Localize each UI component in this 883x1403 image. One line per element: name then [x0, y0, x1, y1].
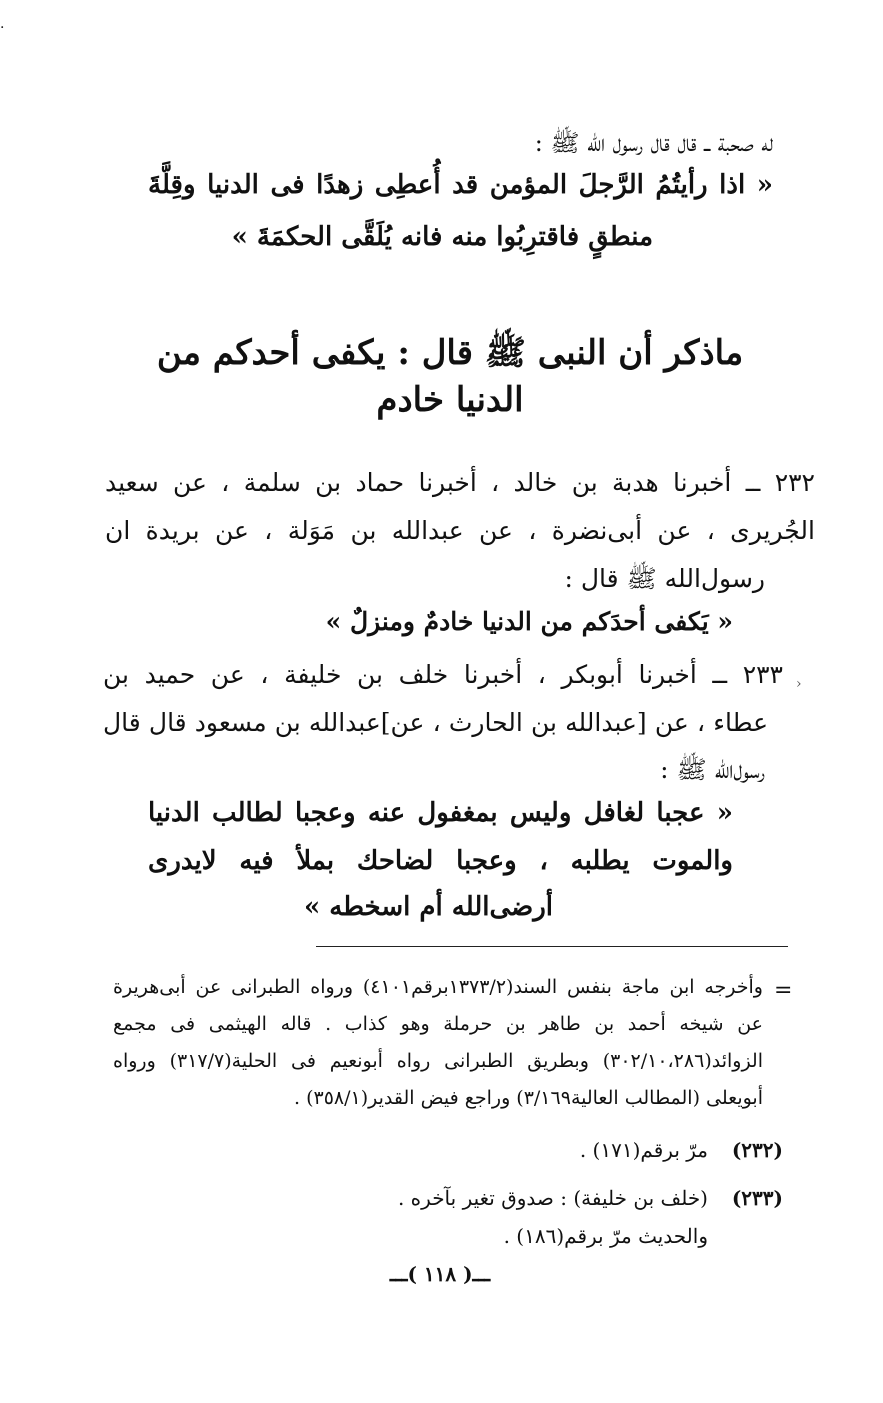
note-232-text: مرّ برقم(١٧١) .	[579, 1138, 708, 1162]
note-233-text-2: والحديث مرّ برقم(١٨٦) .	[503, 1224, 708, 1248]
footnote-line-2: عن شيخه أحمد بن طاهر بن حرملة وهو كذاب . قاله الهيثمى فى مجمع	[113, 1013, 763, 1035]
hadith-232-quote: « يَكفى أحدَكم من الدنيا خادمٌ ومنزلٌ »	[325, 607, 733, 636]
note-233-label: (٢٣٣)	[731, 1186, 783, 1210]
hadith-233-quote-line-2: والموت يطلبه ، وعجبا لضاحك بملأ فيه لايدرى	[148, 846, 733, 876]
hadith-233-line-1: ٢٣٣ ــ أخبرنا أبوبكر ، أخبرنا خلف بن خليفة ، عن حميد بن	[103, 660, 783, 689]
hadith-233-quote-line-1: « عجبا لغافل وليس بمغفول عنه وعجبا لطالب الدنيا	[148, 798, 733, 828]
footnote-line-1: وأخرجه ابن ماجة بنفس السند(١٣٧٣/٢برقم٤١٠١) ورواه الطبرانى عن أبى‌هريرة	[113, 976, 763, 998]
margin-mark: ›	[796, 676, 802, 692]
continuation-mark: =	[774, 978, 793, 1003]
footnote-line-3: الزوائد(٣٠٢/١٠،٢٨٦) وبطريق الطبرانى رواه أبونعيم فى الحلية(٣١٧/٧) ورواه	[113, 1050, 763, 1072]
hadith-232-line-3: رسول‌الله ﷺ قال :	[564, 564, 765, 593]
footnote-separator	[316, 946, 788, 947]
hadith-232-line-1: ٢٣٢ ــ أخبرنا هدبة بن خالد ، أخبرنا حماد بن سلمة ، عن سعيد	[105, 468, 815, 497]
chapter-title-line-2: الدنيا خادم	[376, 380, 524, 420]
quote-line-1: « اذا رأيتُمُ الرَّجلَ المؤمن قد أُعطِى زهدًا فى الدنيا وقِلَّةَ	[148, 170, 773, 200]
hadith-233-line-3: رسول‌الله ﷺ :	[660, 755, 765, 784]
scan-corner-mark: ·	[0, 20, 5, 36]
footnote-line-4: أبويعلى (المطالب العالية٣/١٦٩) وراجع فيض القدير(٣٥٨/١) .	[294, 1087, 763, 1109]
hadith-233-line-2: عطاء ، عن [عبدالله بن الحارث ، عن]عبدالله بن مسعود قال قال	[103, 708, 768, 737]
intro-line: له صحبة ــ قال قال رسول الله ﷺ :	[534, 129, 773, 157]
note-232-label: (٢٣٢)	[731, 1138, 783, 1162]
note-233-text: (خلف بن خليفة) : صدوق تغير بآخره .	[397, 1186, 708, 1210]
quote-line-2: منطقٍ فاقترِبُوا منه فانه يُلَقَّى الحكمَةَ »	[231, 222, 653, 252]
chapter-title-line-1: ماذكر أن النبى ﷺ قال : يكفى أحدكم من	[156, 333, 744, 373]
hadith-233-quote-line-3: أرضى‌الله أم اسخطه »	[303, 892, 553, 922]
hadith-232-line-2: الجُريرى ، عن أبى‌نضرة ، عن عبدالله بن مَوَلة ، عن بريدة ان	[105, 516, 815, 545]
page-number: ـــ( ١١٨ )ـــ	[389, 1262, 491, 1286]
